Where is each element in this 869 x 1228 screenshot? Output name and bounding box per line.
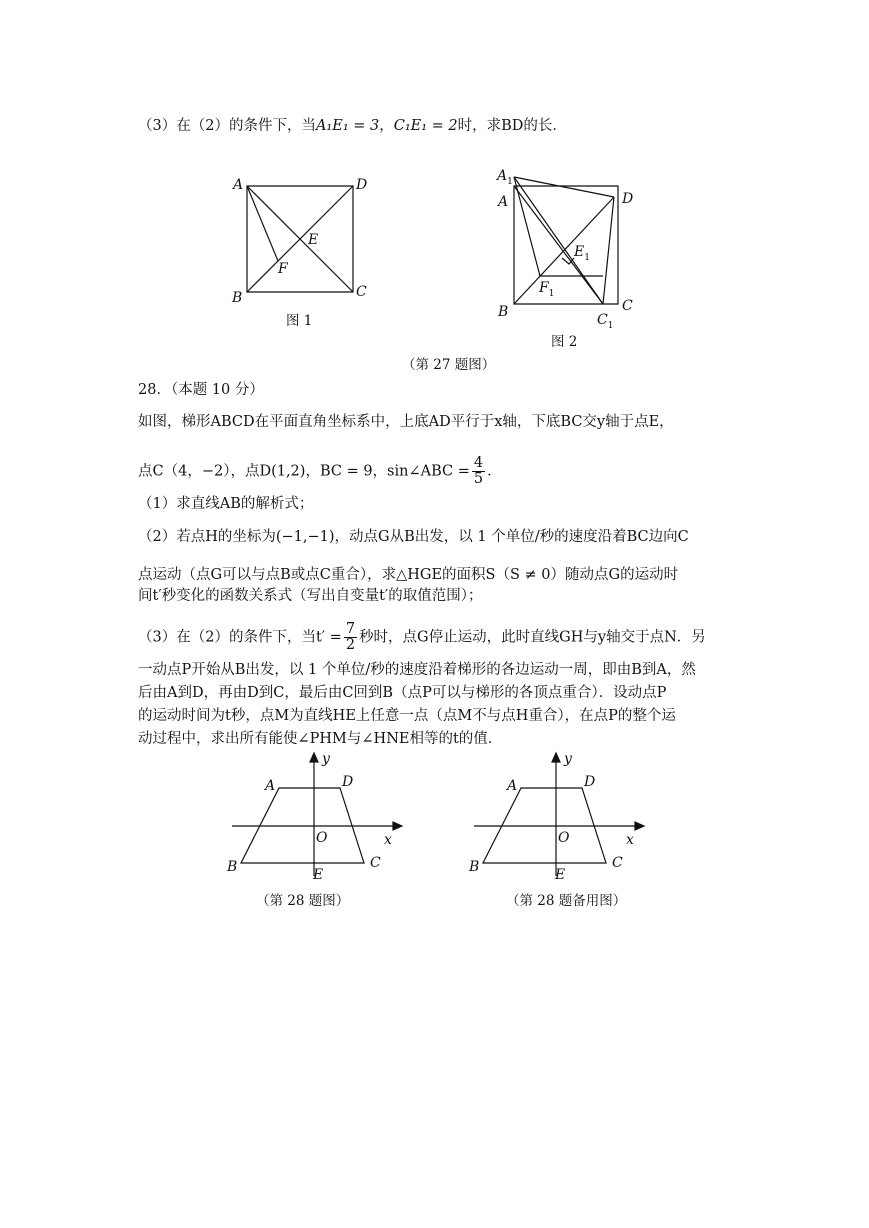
figure-3: [222, 748, 412, 883]
fig3-label-b: B: [227, 859, 238, 875]
fig2-label-c: C: [622, 298, 633, 314]
fig3-label-e: E: [313, 867, 324, 883]
q28-part3-line1: [138, 622, 706, 653]
fraction-four-fifths: $\frac{4}{5}$: [473, 455, 484, 487]
q28-part3-line5: 动过程中，求出所有能使∠PHM与∠HNE相等的t的值．: [138, 731, 503, 747]
fig4-label-c: C: [612, 855, 623, 871]
fig3-caption: （第 28 题图）: [256, 893, 350, 909]
fig1-segment-af: [247, 186, 278, 261]
fig2-segment-a1d: [514, 177, 614, 197]
fig2-label-d: D: [622, 191, 634, 207]
fig1-label-f: F: [278, 261, 288, 277]
fig2-segment-a1c1: [514, 177, 603, 304]
figure-2: [492, 166, 652, 336]
fig2-caption: 图 2: [551, 334, 578, 350]
fig4-label-e: E: [555, 867, 566, 883]
fig1-label-d: D: [356, 177, 368, 193]
fig2-segment-dc1: [603, 197, 614, 304]
fig4-y-axis-arrow: [552, 753, 560, 762]
fig2-label-e1: $E_1$: [574, 244, 590, 263]
fig3-label-d: D: [342, 774, 354, 790]
q27-part3-suffix: 时，求BD的长．: [457, 118, 567, 134]
fig2-label-c1: $C_1$: [597, 312, 614, 331]
q27-part3-prefix: （3）在（2）的条件下，当: [138, 118, 316, 134]
q27-part3-sep: ，: [379, 118, 394, 134]
fig4-label-b: B: [469, 859, 480, 875]
q28-part3-line1-a: （3）在（2）的条件下，当t′ =: [138, 629, 342, 646]
q28-intro-line2: [138, 456, 502, 487]
fig2-segment-ac: [514, 186, 603, 304]
q27-part3-line: [138, 116, 567, 136]
fig3-y-axis-arrow: [310, 753, 318, 762]
fig1-label-b: B: [232, 290, 243, 306]
q28-intro-line2-b: ．: [487, 463, 502, 480]
fig4-x-axis-arrow: [635, 822, 644, 830]
q28-intro-line2-a: 点C（4，−2），点D(1,2)，BC = 9，sin∠ABC =: [138, 463, 470, 480]
q28-part3-line4: 的运动时间为t秒，点M为直线HE上任意一点（点M不与点H重合），在点P的整个运: [138, 708, 676, 724]
fig1-label-c: C: [356, 284, 367, 300]
q27-part3-cond1: A₁E₁ = 3: [315, 118, 380, 134]
q28-part3-line3: 后由A到D，再由D到C，最后由C回到B（点P可以与梯形的各顶点重合）．设动点P: [138, 685, 667, 701]
q28-part3-line2: 一动点P开始从B出发，以 1 个单位/秒的速度沿着梯形的各边运动一周，即由B到A，然: [138, 662, 696, 678]
figure-1: [226, 172, 376, 307]
q28-intro-line1: 如图，梯形ABCD在平面直角坐标系中，上底AD平行于x轴，下底BC交y轴于点E，: [138, 414, 674, 430]
fig2-label-b: B: [498, 304, 509, 320]
fig3-label-c: C: [370, 855, 381, 871]
q27-caption: （第 27 题图）: [402, 357, 496, 373]
q28-part3-line1-b: 秒时，点G停止运动，此时直线GH与y轴交于点N．另: [359, 629, 706, 646]
q28-part2-line1: （2）若点H的坐标为(−1,−1)，动点G从B出发，以 1 个单位/秒的速度沿着BC边向C: [138, 529, 689, 545]
fig2-label-a: A: [498, 194, 509, 210]
fig4-label-d: D: [584, 774, 596, 790]
fig3-label-o: O: [316, 830, 328, 846]
fig2-square: [514, 186, 618, 304]
fig3-label-y: y: [322, 751, 330, 767]
q28-part2-line3: 间t′秒变化的函数关系式（写出自变量t′的取值范围）；: [138, 588, 483, 604]
fig2-label-f1: $F_1$: [539, 280, 555, 299]
q28-header: 28．（本题 10 分）: [138, 382, 264, 398]
fig4-label-x: x: [626, 832, 634, 848]
fig3-label-x: x: [384, 832, 392, 848]
fraction-seven-halves: $\frac{7}{2}$: [345, 621, 356, 653]
fig4-label-a: A: [507, 778, 518, 794]
fig3-x-axis-arrow: [393, 822, 402, 830]
fig1-label-e: E: [308, 232, 319, 248]
fig4-label-y: y: [564, 751, 572, 767]
q28-part2-line2: 点运动（点G可以与点B或点C重合），求△HGE的面积S（S ≠ 0）随动点G的运动时: [138, 567, 679, 583]
fig1-caption: 图 1: [286, 313, 313, 329]
q27-part3-cond2: C₁E₁ = 2: [393, 118, 458, 134]
fig2-label-a1: $A_1$: [497, 168, 513, 187]
fig4-label-o: O: [558, 830, 570, 846]
fig2-segment-bd: [514, 197, 614, 304]
figure-4: [464, 748, 654, 883]
fig3-label-a: A: [265, 778, 276, 794]
fig4-caption: （第 28 题备用图）: [506, 893, 627, 909]
q28-part1: （1）求直线AB的解析式；: [138, 496, 314, 512]
fig1-label-a: A: [233, 177, 244, 193]
